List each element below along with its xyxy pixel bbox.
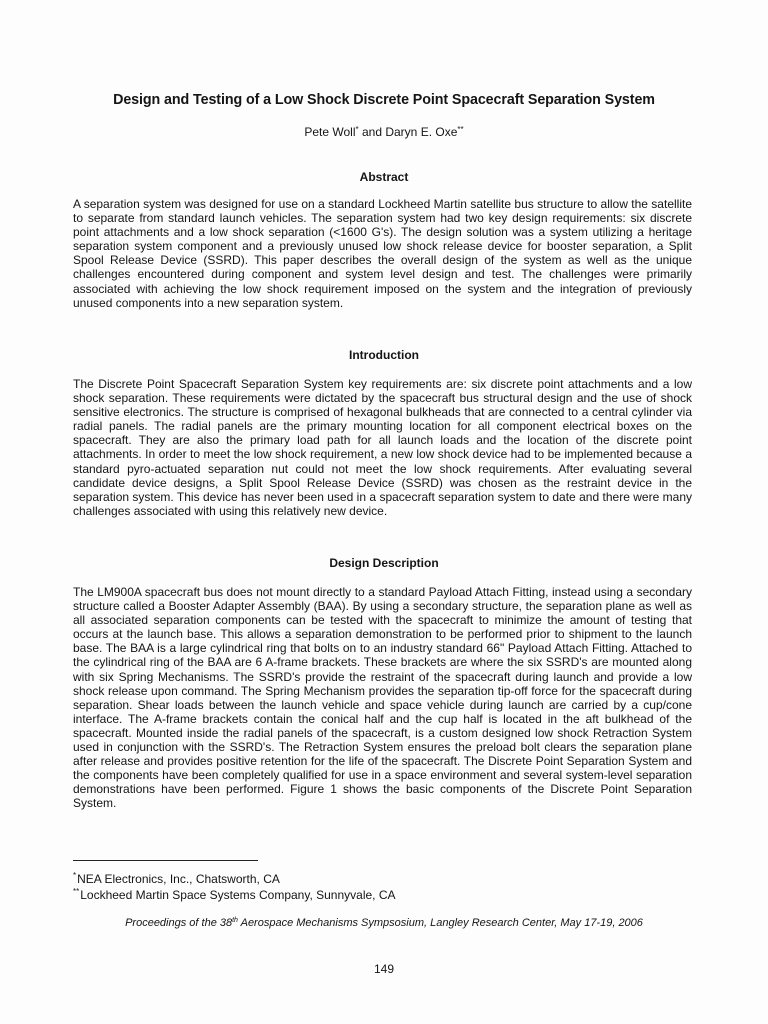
proceedings-text-start: Proceedings of the 38: [125, 917, 233, 929]
proceedings-text-end: Aerospace Mechanisms Sympsosium, Langley Research Center, May 17-19, 2006: [237, 917, 643, 929]
footnote-mark: **: [73, 887, 80, 896]
footnote: [73, 872, 280, 888]
design-description-paragraph: The LM900A spacecraft bus does not mount directly to a standard Payload Attach Fitting, instead using a secondary structure called a Booster Adapter Assembly (BAA). By using a secondary structure, the separation plane as well as all associated separation components can be tested with the spacecraft to minimize the amount of testing that occurs at the launch base. This allows a separation demonstration to be performed prior to shipment to the launch base. The BAA is a large cylindrical ring that bolts on to an industry standard 66" Payload Attach Fitting. Attached to the cylindrical ring of the BAA are 6 A-frame brackets. These brackets are where the six SSRD's are mounted along with six Spring Mechanisms. The SSRD's provide the restraint of the spacecraft during launch and provide a low shock release upon command. The Spring Mechanism provides the separation tip-off force for the spacecraft during separation. Shear loads between the launch vehicle and space vehicle during launch are carried by a cup/cone interface. The A-frame brackets contain the conical half and the cup half is located in the aft bulkhead of the spacecraft. Mounted inside the radial panels of the spacecraft, is a custom designed low shock Retraction System used in conjunction with the SSRD's. The Retraction System ensures the preload bolt clears the separation plane after release and provides positive retention for the life of the spacecraft. The Discrete Point Separation System and the components have been completely qualified for use in a space environment and several system-level separation demonstrations have been performed. Figure 1 shows the basic components of the Discrete Point Separation System.: [73, 585, 692, 811]
introduction-paragraph: The Discrete Point Spacecraft Separation System key requirements are: six discrete point attachments and a low shock separation. These requirements were dictated by the spacecraft bus structural design and the use of shock sensitive electronics. The structure is comprised of hexagonal bulkheads that are connected to a central cylinder via radial panels. The radial panels are the primary mounting location for all component electrical boxes on the spacecraft. They are also the primary load path for all launch loads and the location of the discrete point attachments. In order to meet the low shock requirement, a new low shock device had to be implemented because a standard pyro-actuated separation nut could not meet the low shock requirements. After evaluating several candidate device designs, a Split Spool Release Device (SSRD) was chosen as the restraint device in the separation system. This device has never been used in a spacecraft separation system to date and there were many challenges associated with using this relatively new device.: [73, 377, 692, 518]
page-number: 149: [373, 962, 395, 976]
author-connector: and: [358, 125, 386, 139]
introduction-heading: Introduction: [349, 348, 419, 362]
abstract-paragraph: A separation system was designed for use on a standard Lockheed Martin satellite bus structure to allow the satellite to separate from standard launch vehicles. The separation system had two key design requirements: six discrete point attachments and a low shock separation (<1600 G's). The design solution was a system utilizing a heritage separation system component and a previously unused low shock release device for booster separation, a Split Spool Release Device (SSRD). This paper describes the overall design of the system as well as the unique challenges encountered during component and system level design and test. The challenges were primarily associated with achieving the low shock requirement imposed on the system and the integration of previously unused components into a new separation system.: [73, 197, 692, 310]
design-description-heading: Design Description: [329, 556, 439, 570]
author-name: Pete Woll: [304, 125, 356, 139]
ordinal-suffix: th: [232, 917, 238, 924]
footnote: [73, 888, 396, 904]
footnote-text: NEA Electronics, Inc., Chatsworth, CA: [77, 872, 280, 886]
author-line: [40, 125, 728, 139]
footnote-mark: *: [73, 871, 77, 880]
proceedings-citation: [40, 917, 728, 929]
author-name: Daryn E. Oxe: [385, 125, 458, 139]
affiliation-mark: *: [355, 125, 359, 134]
footnote-divider: [73, 860, 258, 861]
affiliation-mark: **: [457, 125, 464, 134]
abstract-heading: Abstract: [359, 170, 409, 184]
paper-title: Design and Testing of a Low Shock Discrete Point Spacecraft Separation System: [113, 92, 655, 108]
footnote-text: Lockheed Martin Space Systems Company, Sunnyvale, CA: [80, 888, 396, 902]
